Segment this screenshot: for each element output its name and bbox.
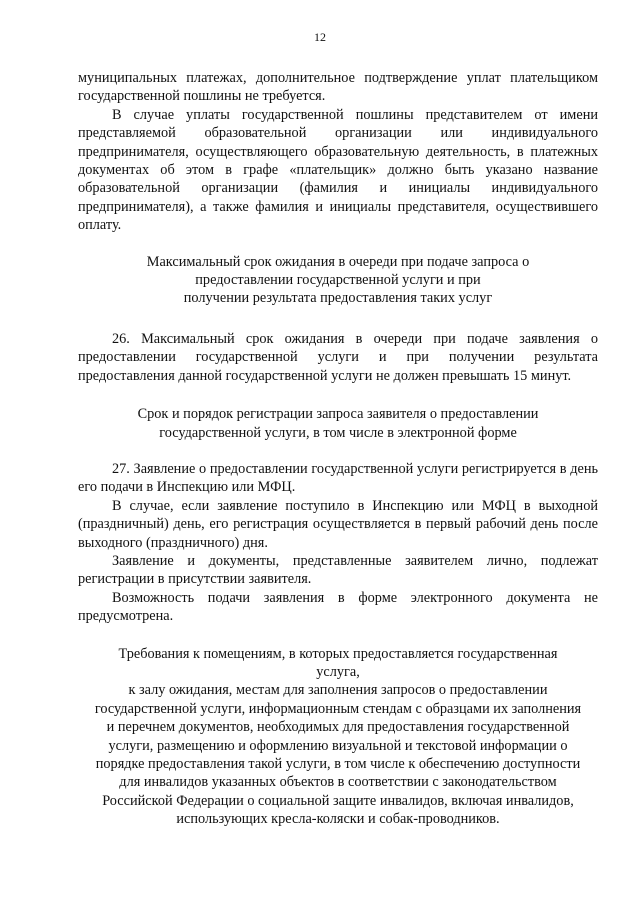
paragraph-representative-payment: В случае уплаты государственной пошлины представителем от имени представляемой образовательной организации или индивидуального предпринимателя, осуществляющего образовательную деятельность, в платежных документах об этом в графе «плательщик» должно быть указано название образовательной организации (фамилия и инициалы индивидуального предпринимателя), а также фамилия и инициалы представителя, осуществившего оплату. [78, 106, 598, 234]
heading-premises-requirements [78, 645, 598, 829]
paragraph-holiday-registration: В случае, если заявление поступило в Инспекцию или МФЦ в выходной (праздничный) день, его регистрация осуществляется в первый рабочий день после выходного (праздничного) дня. [78, 497, 598, 551]
paragraph-registration-in-presence: Заявление и документы, представленные заявителем лично, подлежат регистрации в присутствии заявителя. [78, 552, 598, 588]
heading-line: услуга, [316, 663, 360, 680]
paragraph-electronic-not-provided: Возможность подачи заявления в форме электронного документа не предусмотрена. [78, 589, 598, 625]
paragraph-payment-confirmation: муниципальных платежах, дополнительное подтверждение уплат плательщиком государственной пошлины не требуется. [78, 70, 598, 105]
heading-line: Максимальный срок ожидания в очереди при подаче запроса о [146, 253, 530, 270]
heading-line: государственной услуги, в том числе в электронной форме [159, 424, 517, 441]
paragraph-26: 26. Максимальный срок ожидания в очереди при подаче заявления о предоставлении государственной услуги и при получении результата предоставления данной государственной услуги не должен превышать 15 минут. [78, 330, 598, 384]
heading-line: использующих кресла-коляски и собак-проводников. [176, 811, 500, 828]
heading-line: для инвалидов указанных объектов в соответствии с законодательством [119, 774, 557, 791]
heading-line: Российской Федерации о социальной защите инвалидов, включая инвалидов, [102, 792, 574, 809]
heading-line: и перечнем документов, необходимых для предоставления государственной [106, 719, 570, 736]
heading-line: государственной услуги, информационным стендам с образцами их заполнения [94, 700, 582, 717]
heading-line: порядке предоставления такой услуги, в том числе к обеспечению доступности [95, 756, 581, 772]
heading-registration [78, 405, 598, 442]
heading-line: к залу ожидания, местам для заполнения запросов о предоставлении [128, 682, 548, 699]
heading-max-wait-time [78, 253, 598, 308]
page-number: 12 [314, 30, 326, 44]
heading-line: услуги, размещению и оформлению визуальной и текстовой информации о [108, 737, 568, 754]
heading-line: предоставлении государственной услуги и при [195, 272, 481, 289]
heading-line: Срок и порядок регистрации запроса заявителя о предоставлении [137, 406, 539, 423]
heading-line: Требования к помещениям, в которых предоставляется государственная [118, 645, 558, 662]
heading-line: получении результата предоставления таких услуг [183, 290, 493, 307]
paragraph-27: 27. Заявление о предоставлении государственной услуги регистрируется в день его подачи в Инспекцию или МФЦ. [78, 460, 598, 496]
page-content [78, 69, 598, 829]
